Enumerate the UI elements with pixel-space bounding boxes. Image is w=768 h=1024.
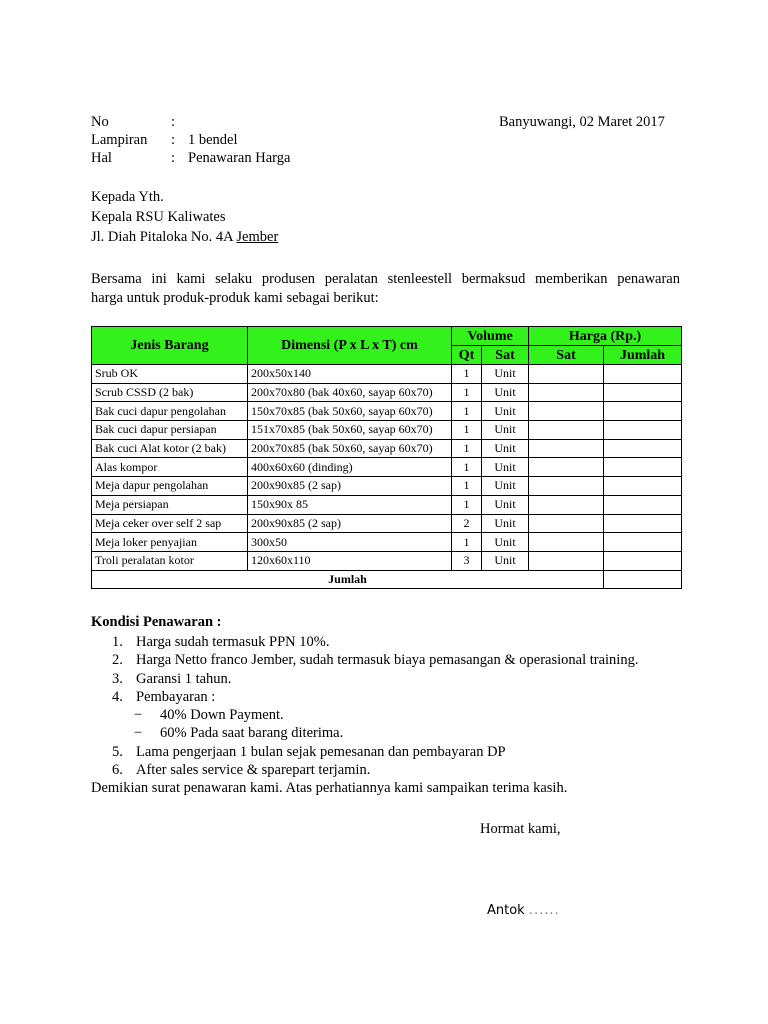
hal-value: Penawaran Harga (188, 150, 291, 166)
cell-harga-sat (529, 533, 604, 552)
list-subitem (91, 706, 638, 724)
cell-dimensi: 120x60x110 (248, 551, 452, 570)
table-row (92, 514, 682, 533)
kondisi-title: Kondisi Penawaran : (91, 614, 222, 630)
cell-qt: 3 (452, 551, 482, 570)
cell-sat: Unit (482, 402, 529, 421)
cell-dimensi: 200x70x85 (bak 50x60, sayap 60x70) (248, 439, 452, 458)
cell-jumlah (604, 365, 682, 384)
cell-jenis: Alas kompor (92, 458, 248, 477)
cell-qt: 1 (452, 402, 482, 421)
list-item (91, 761, 638, 779)
cell-dimensi: 200x70x80 (bak 40x60, sayap 60x70) (248, 383, 452, 402)
cell-qt: 1 (452, 458, 482, 477)
cell-jenis: Meja dapur pengolahan (92, 477, 248, 496)
item-number: 5. (112, 743, 123, 760)
signature-name: Antok (487, 903, 525, 918)
header-lampiran-row (91, 132, 238, 149)
total-label: Jumlah (92, 570, 604, 589)
cell-dimensi: 200x50x140 (248, 365, 452, 384)
cell-qt: 1 (452, 533, 482, 552)
cell-jumlah (604, 495, 682, 514)
intro-line1: Bersama ini kami selaku produsen peralatan stenleestell bermaksud memberikan penawaran (91, 271, 680, 287)
item-text: 60% Pada saat barang diterima. (160, 725, 344, 742)
recipient-line1: Kepada Yth. (91, 189, 164, 205)
cell-dimensi: 300x50 (248, 533, 452, 552)
cell-jumlah (604, 514, 682, 533)
item-number: 4. (112, 688, 123, 705)
item-text: Harga Netto franco Jember, sudah termasuk biaya pemasangan & operasional training. (136, 652, 639, 669)
item-text: Lama pengerjaan 1 bulan sejak pemesanan dan pembayaran DP (136, 743, 506, 760)
no-colon: : (171, 114, 176, 130)
list-item (91, 688, 638, 706)
lampiran-value: 1 bendel (188, 132, 238, 148)
cell-jenis: Bak cuci dapur persiapan (92, 421, 248, 440)
cell-harga-sat (529, 365, 604, 384)
intro-paragraph (91, 270, 680, 308)
cell-jenis: Bak cuci Alat kotor (2 bak) (92, 439, 248, 458)
cell-jumlah (604, 477, 682, 496)
list-subitem (91, 724, 638, 742)
place-date: Banyuwangi, 02 Maret 2017 (499, 114, 665, 130)
table-row (92, 551, 682, 570)
lampiran-label: Lampiran (91, 132, 148, 148)
cell-jenis: Troli peralatan kotor (92, 551, 248, 570)
cell-harga-sat (529, 383, 604, 402)
cell-sat: Unit (482, 477, 529, 496)
cell-sat: Unit (482, 439, 529, 458)
cell-jenis: Meja loker penyajian (92, 533, 248, 552)
cell-sat: Unit (482, 551, 529, 570)
th-sat: Sat (482, 346, 529, 365)
lampiran-colon: : (171, 132, 176, 148)
item-bullet: − (134, 725, 143, 742)
recipient-city: Jember (236, 229, 279, 245)
hal-colon: : (171, 150, 176, 166)
table-row (92, 495, 682, 514)
table-row (92, 477, 682, 496)
intro-line2: harga untuk produk-produk kami sebagai berikut: (91, 290, 379, 306)
cell-sat: Unit (482, 514, 529, 533)
signature-greeting: Hormat kami, (480, 821, 561, 837)
total-row (92, 570, 682, 589)
cell-sat: Unit (482, 383, 529, 402)
cell-dimensi: 400x60x60 (dinding) (248, 458, 452, 477)
no-label: No (91, 114, 109, 130)
item-text: Harga sudah termasuk PPN 10%. (136, 634, 330, 650)
total-value (604, 570, 682, 589)
th-dimensi: Dimensi (P x L x T) cm (248, 327, 452, 365)
cell-jumlah (604, 439, 682, 458)
recipient-address: Jl. Diah Pitaloka No. 4A (91, 229, 237, 245)
cell-dimensi: 151x70x85 (bak 50x60, sayap 60x70) (248, 421, 452, 440)
cell-dimensi: 200x90x85 (2 sap) (248, 514, 452, 533)
cell-qt: 1 (452, 421, 482, 440)
cell-jumlah (604, 458, 682, 477)
cell-jumlah (604, 383, 682, 402)
cell-dimensi: 150x70x85 (bak 50x60, sayap 60x70) (248, 402, 452, 421)
cell-qt: 1 (452, 365, 482, 384)
item-bullet: − (134, 707, 143, 724)
item-text: Garansi 1 tahun. (136, 670, 232, 687)
cell-sat: Unit (482, 458, 529, 477)
items-body (92, 365, 682, 589)
item-number: 6. (112, 762, 123, 779)
table-row (92, 533, 682, 552)
cell-harga-sat (529, 514, 604, 533)
cell-harga-sat (529, 421, 604, 440)
cell-dimensi: 200x90x85 (2 sap) (248, 477, 452, 496)
header-hal-row (91, 150, 290, 167)
cell-qt: 1 (452, 439, 482, 458)
cell-harga-sat (529, 402, 604, 421)
cell-jumlah (604, 533, 682, 552)
cell-harga-sat (529, 495, 604, 514)
list-item (91, 633, 638, 651)
th-jenis: Jenis Barang (92, 327, 248, 365)
table-row (92, 365, 682, 384)
table-row (92, 439, 682, 458)
kondisi-list (91, 633, 638, 779)
cell-sat: Unit (482, 533, 529, 552)
list-item (91, 743, 638, 761)
cell-qt: 1 (452, 383, 482, 402)
table-row (92, 421, 682, 440)
cell-harga-sat (529, 458, 604, 477)
th-qt: Qt (452, 346, 482, 365)
signature-block (487, 903, 560, 918)
cell-jenis: Scrub CSSD (2 bak) (92, 383, 248, 402)
cell-jenis: Meja persiapan (92, 495, 248, 514)
items-table (91, 326, 682, 589)
th-volume: Volume (452, 327, 529, 346)
cell-sat: Unit (482, 365, 529, 384)
closing-text: Demikian surat penawaran kami. Atas perhatiannya kami sampaikan terima kasih. (91, 780, 568, 796)
cell-dimensi: 150x90x 85 (248, 495, 452, 514)
recipient-line3 (91, 229, 278, 246)
th-harga: Harga (Rp.) (529, 327, 682, 346)
header-no-row (91, 114, 188, 131)
recipient-line2: Kepala RSU Kaliwates (91, 209, 226, 225)
item-text: After sales service & sparepart terjamin. (136, 762, 371, 779)
table-row (92, 458, 682, 477)
cell-sat: Unit (482, 495, 529, 514)
item-number: 1. (112, 634, 123, 650)
cell-qt: 2 (452, 514, 482, 533)
cell-harga-sat (529, 551, 604, 570)
table-row (92, 402, 682, 421)
hal-label: Hal (91, 150, 112, 166)
item-number: 2. (112, 652, 123, 669)
signature-dots: ...... (528, 903, 560, 918)
th-jumlah: Jumlah (604, 346, 682, 365)
cell-jumlah (604, 551, 682, 570)
cell-jenis: Srub OK (92, 365, 248, 384)
cell-jumlah (604, 421, 682, 440)
item-text: Pembayaran : (136, 688, 216, 705)
cell-qt: 1 (452, 495, 482, 514)
cell-sat: Unit (482, 421, 529, 440)
cell-jumlah (604, 402, 682, 421)
item-number: 3. (112, 670, 123, 687)
cell-jenis: Bak cuci dapur pengolahan (92, 402, 248, 421)
list-item (91, 651, 638, 669)
th-harga-sat: Sat (529, 346, 604, 365)
cell-harga-sat (529, 477, 604, 496)
cell-harga-sat (529, 439, 604, 458)
cell-qt: 1 (452, 477, 482, 496)
item-text: 40% Down Payment. (160, 707, 284, 724)
table-row (92, 383, 682, 402)
list-item (91, 670, 638, 688)
cell-jenis: Meja ceker over self 2 sap (92, 514, 248, 533)
